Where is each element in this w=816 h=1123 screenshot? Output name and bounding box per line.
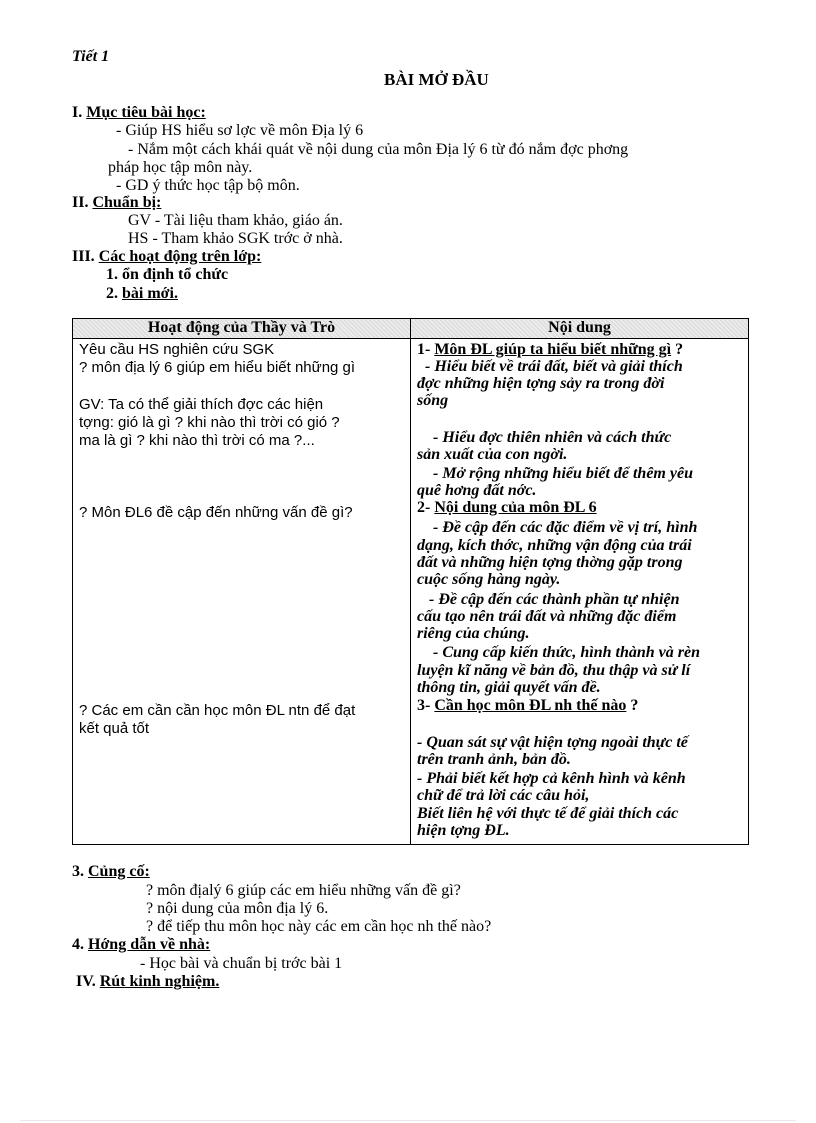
content-line: - Cung cấp kiến thức, hình thành và rèn xyxy=(433,644,700,661)
consolidation-question: ? môn địalý 6 giúp các em hiểu những vấn đề gì? xyxy=(146,882,461,899)
homework-number: 4. xyxy=(72,936,84,953)
activity-item xyxy=(106,266,228,284)
page-title: BÀI MỞ ĐẦU xyxy=(384,70,489,89)
activity-number: 2. xyxy=(106,285,118,302)
content-heading-number: 3- xyxy=(417,697,431,714)
section-3-title: Các hoạt động trên lớp: xyxy=(98,248,262,265)
homework-line: - Học bài và chuẩn bị trớc bài 1 xyxy=(140,955,343,972)
lesson-content-cell xyxy=(411,339,749,845)
activity-line: ? môn địa lý 6 giúp em hiểu biết những gì xyxy=(79,359,356,376)
content-heading-tail: ? xyxy=(630,697,639,714)
section-1-title: Mục tiêu bài học: xyxy=(86,104,206,121)
content-heading-2 xyxy=(417,499,597,516)
content-line: thông tin, giải quyết vấn đề. xyxy=(417,679,601,696)
activity-line: kết quả tốt xyxy=(79,720,150,737)
objective-line: - Nắm một cách khái quát về nội dung của môn Địa lý 6 từ đó nắm đợc phơng xyxy=(128,141,629,158)
content-line: - Đề cập đến các đặc điểm về vị trí, hình xyxy=(433,519,698,536)
activity-number: 1. xyxy=(106,266,118,283)
content-heading-1 xyxy=(417,341,683,358)
content-line: - Hiểu biết về trái đất, biết và giải thích xyxy=(425,358,683,375)
activity-line: ma là gì ? khi nào thì trời có ma ?... xyxy=(79,432,315,449)
preparation-line: GV - Tài liệu tham khảo, giáo án. xyxy=(128,212,343,229)
consolidation-question: ? nội dung của môn địa lý 6. xyxy=(146,900,329,917)
page-bottom-divider xyxy=(20,1120,796,1121)
consolidation-title: Củng cố: xyxy=(88,863,150,880)
activity-text: bài mới. xyxy=(122,285,178,302)
section-2-heading xyxy=(72,194,161,212)
teacher-activities-cell xyxy=(73,339,411,845)
objective-line: - GD ý thức học tập bộ môn. xyxy=(116,177,300,194)
section-1-number: I. xyxy=(72,104,83,121)
section-2-title: Chuẩn bị: xyxy=(92,194,162,211)
homework-heading xyxy=(72,936,210,954)
content-line: trên tranh ảnh, bản đồ. xyxy=(417,751,571,768)
content-line: riêng của chúng. xyxy=(417,625,530,642)
lesson-label: Tiết 1 xyxy=(72,48,110,65)
content-heading-number: 1- xyxy=(417,341,431,358)
objective-line: - Giúp HS hiểu sơ lợc về môn Địa lý 6 xyxy=(116,122,364,139)
consolidation-question: ? để tiếp thu môn học này các em cần học nh thế nào? xyxy=(146,918,492,935)
content-line: hiện tợng ĐL. xyxy=(417,822,510,839)
content-line: sống xyxy=(417,392,449,409)
content-line: - Phải biết kết hợp cả kênh hình và kênh xyxy=(417,770,686,787)
content-line: Biết liên hệ với thực tế để giải thích các xyxy=(417,805,679,822)
content-line: cuộc sống hàng ngày. xyxy=(417,571,561,588)
content-line: đợc những hiện tợng sảy ra trong đời xyxy=(417,375,665,392)
content-line: - Hiểu đợc thiên nhiên và cách thức xyxy=(433,429,672,446)
activity-line: Yêu cầu HS nghiên cứu SGK xyxy=(79,341,275,358)
content-heading-tail: ? xyxy=(675,341,684,358)
section-2-number: II. xyxy=(72,194,89,211)
activity-line: ? Môn ĐL6 đề cập đến những vấn đề gì? xyxy=(79,504,353,521)
homework-title: Hớng dẫn về nhà: xyxy=(88,936,211,953)
activity-item xyxy=(106,285,178,303)
lesson-table xyxy=(72,318,749,845)
content-line: - Mở rộng những hiểu biết để thêm yêu xyxy=(433,465,693,482)
content-line: quê hơng đất nớc. xyxy=(417,482,537,499)
consolidation-number: 3. xyxy=(72,863,84,880)
content-heading-text: Môn ĐL giúp ta hiểu biết những gì xyxy=(434,341,672,358)
content-heading-3 xyxy=(417,697,638,714)
table-header-teacher-student: Hoạt động của Thầy và Trò xyxy=(73,319,411,339)
objective-line: pháp học tập môn này. xyxy=(108,159,253,176)
section-4-title: Rút kinh nghiệm. xyxy=(99,973,220,990)
section-1-heading xyxy=(72,104,206,122)
content-line: dạng, kích thớc, những vận động của trái xyxy=(417,537,692,554)
table-header-content: Nội dung xyxy=(411,319,749,339)
content-heading-text: Cần học môn ĐL nh thế nào xyxy=(434,697,627,714)
content-line: đất và những hiện tợng thờng gặp trong xyxy=(417,554,683,571)
activity-line: tợng: gió là gì ? khi nào thì trời có gió ? xyxy=(79,414,340,431)
content-line: - Đề cập đến các thành phần tự nhiện xyxy=(429,591,680,608)
content-line: luyện kĩ năng về bản đồ, thu thập và sử lí xyxy=(417,662,691,679)
content-line: - Quan sát sự vật hiện tợng ngoài thực tế xyxy=(417,734,688,751)
activity-line: GV: Ta có thể giải thích đợc các hiện xyxy=(79,396,324,413)
activity-line: ? Các em cần cần học môn ĐL ntn để đạt xyxy=(79,702,356,719)
content-heading-text: Nội dung của môn ĐL 6 xyxy=(434,499,597,516)
content-line: chữ để trả lời các câu hỏi, xyxy=(417,787,590,804)
consolidation-heading xyxy=(72,863,150,881)
content-line: cấu tạo nên trái đất và những đặc điểm xyxy=(417,608,677,625)
content-heading-number: 2- xyxy=(417,499,431,516)
preparation-line: HS - Tham khảo SGK trớc ở nhà. xyxy=(128,230,343,247)
section-4-number: IV. xyxy=(76,973,96,990)
content-line: sản xuất của con ngời. xyxy=(417,446,568,463)
activity-text: ổn định tổ chức xyxy=(122,266,229,283)
section-3-heading xyxy=(72,248,261,266)
section-3-number: III. xyxy=(72,248,95,265)
section-4-heading xyxy=(76,973,219,991)
